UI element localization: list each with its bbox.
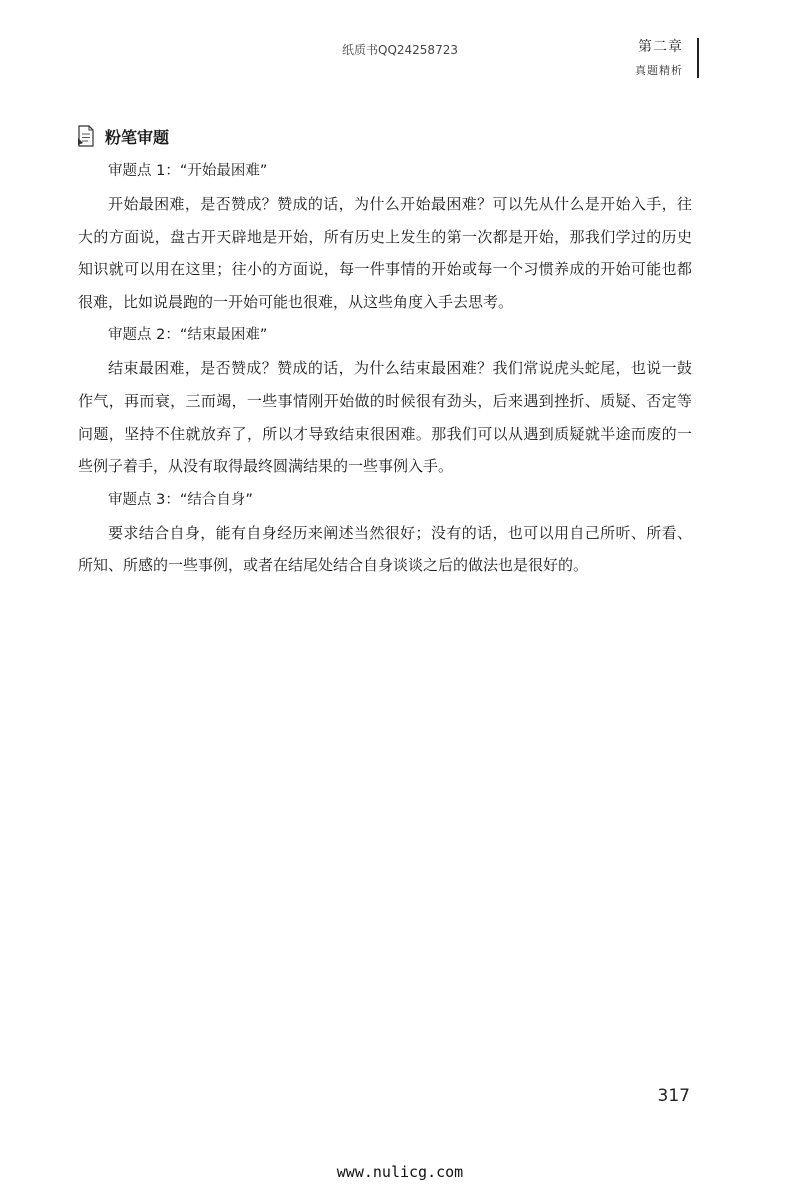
point-heading: 审题点 1：“开始最困难” [108,163,268,179]
chapter-title: 第二章 [638,39,683,55]
section-title [77,122,169,150]
chapter-header [635,36,683,78]
point-heading: 审题点 3：“结合自身” [108,491,253,508]
footer-url: www.nulicg.com [336,1163,464,1181]
paragraph: 结束最困难，是否赞成？赞成的话，为什么结束最困难？我们常说虎头蛇尾，也说一鼓作气，再而衰，三而竭，一些事情刚开始做的时候很有劲头，后来遇到挫折、质疑、否定等问题，坚持不住就放弃了，所以才导致结束很困难。那我们可以从遇到质疑就半途而废的一些例子着手，从没有取得最终圆满结果的一些事例入手。 [78,359,692,476]
point-heading: 审题点 2：“结束最困难” [108,327,268,344]
section-title-text: 粉笔审题 [105,127,170,147]
header-watermark-text: 纸质书QQ24258723 [342,43,458,57]
article-body [78,154,692,582]
paragraph: 开始最困难，是否赞成？赞成的话，为什么开始最困难？可以先从什么是开始入手，往大的方面说，盘古开天辟地是开始，所有历史上发生的第一次都是开始，那我们学过的历史知识就可以用在这里；往小的方面说，每一件事情的开始或每一个习惯养成的开始可能也都很难，比如说晨跑的一开始可能也很难，从这些角度入手去思考。 [78,195,692,311]
document-icon [77,125,95,147]
chapter-subtitle: 真题精析 [635,64,683,77]
paragraph: 要求结合自身，能有自身经历来阐述当然很好；没有的话，也可以用自己所听、所看、所知、所感的一些事例，或者在结尾处结合自身谈谈之后的做法也是很好的。 [78,523,692,575]
page-number: 317 [657,1086,690,1106]
header-divider [697,38,699,78]
